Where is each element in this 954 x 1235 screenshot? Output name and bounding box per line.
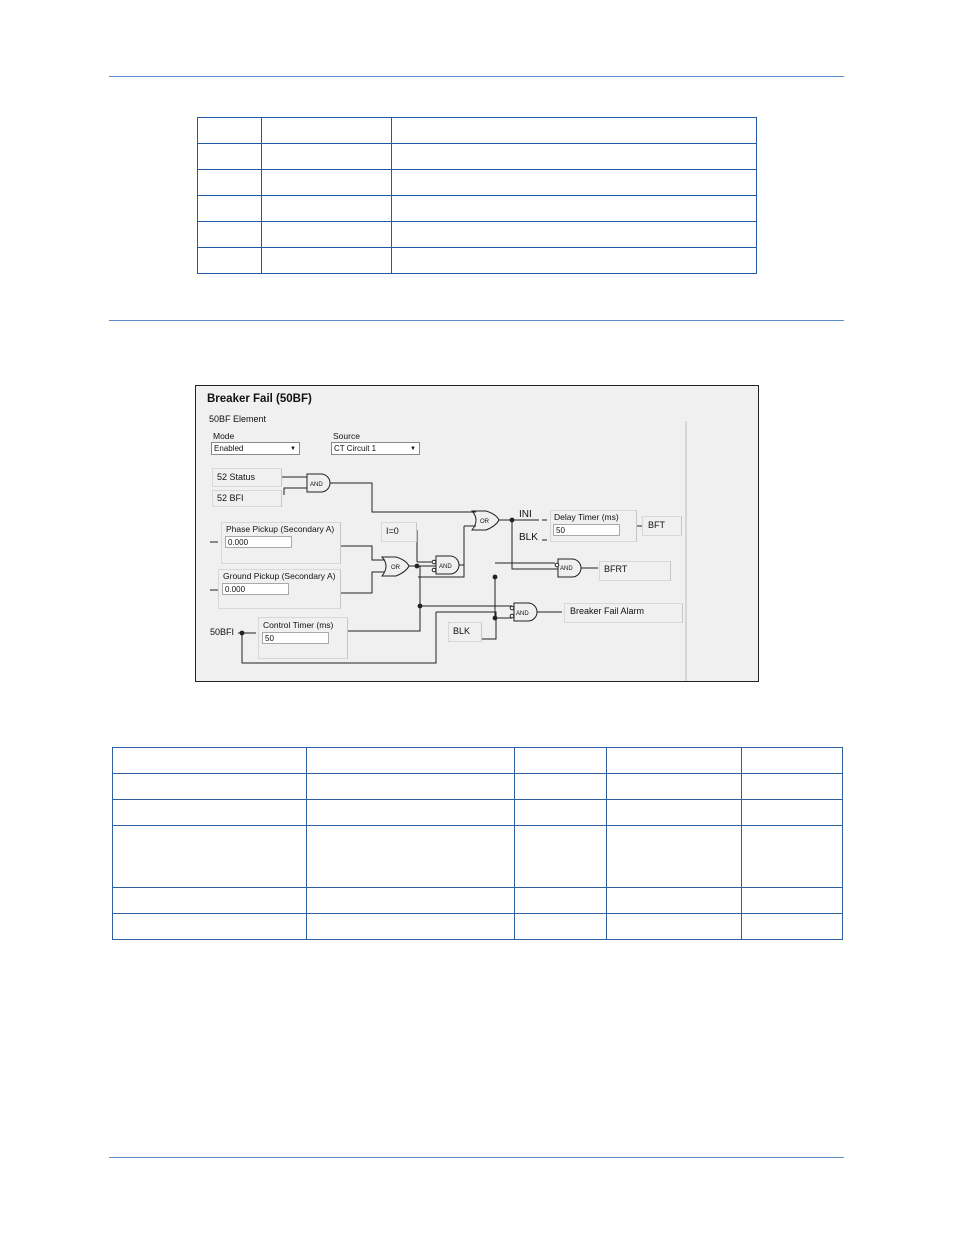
phase-pickup-label: Phase Pickup (Secondary A) bbox=[226, 524, 335, 534]
table-row bbox=[198, 144, 757, 170]
ini-label: INI bbox=[519, 509, 532, 520]
delay-timer-label: Delay Timer (ms) bbox=[554, 512, 619, 522]
table-row bbox=[113, 800, 843, 826]
chevron-down-icon: ▼ bbox=[410, 446, 416, 452]
mode-value: Enabled bbox=[214, 444, 244, 453]
bfi52-label: 52 BFI bbox=[217, 493, 244, 503]
chevron-down-icon: ▼ bbox=[290, 446, 296, 452]
bfi50-label: 50BFI bbox=[210, 627, 235, 637]
or-gate-1-label: OR bbox=[480, 519, 489, 525]
mode-select[interactable] bbox=[211, 442, 300, 455]
breaker-fail-screenshot bbox=[195, 385, 759, 682]
footer-rule bbox=[109, 1157, 844, 1158]
section-rule bbox=[109, 320, 844, 321]
blk-lower-label: BLK bbox=[453, 626, 471, 636]
control-timer-input[interactable]: 50 bbox=[262, 632, 329, 644]
header-rule bbox=[109, 76, 844, 77]
table-row bbox=[198, 196, 757, 222]
phase-pickup-input[interactable]: 0.000 bbox=[225, 536, 292, 548]
table-row bbox=[113, 774, 843, 800]
status52-label: 52 Status bbox=[217, 472, 256, 482]
and-gate-1-label: AND bbox=[310, 482, 323, 488]
source-label: Source bbox=[333, 431, 360, 441]
top-table bbox=[197, 117, 757, 274]
source-value: CT Circuit 1 bbox=[334, 444, 377, 453]
table-row bbox=[113, 826, 843, 888]
i-zero-label: I=0 bbox=[386, 526, 399, 536]
or-gate-2-label: OR bbox=[391, 565, 400, 571]
ground-pickup-label: Ground Pickup (Secondary A) bbox=[223, 571, 336, 581]
bottom-table bbox=[112, 747, 843, 940]
alarm-label: Breaker Fail Alarm bbox=[570, 606, 645, 616]
and-gate-bfrt-label: AND bbox=[560, 566, 573, 572]
table-row bbox=[198, 118, 757, 144]
table-row bbox=[113, 748, 843, 774]
table-row bbox=[198, 222, 757, 248]
control-timer-label: Control Timer (ms) bbox=[263, 620, 334, 630]
table-row bbox=[198, 170, 757, 196]
group-label: 50BF Element bbox=[209, 414, 267, 424]
source-select[interactable] bbox=[331, 442, 420, 455]
and-gate-alarm-label: AND bbox=[516, 611, 529, 617]
ground-pickup-input[interactable]: 0.000 bbox=[222, 583, 289, 595]
table-row bbox=[113, 914, 843, 940]
table-row bbox=[198, 248, 757, 274]
table-row bbox=[113, 888, 843, 914]
and-gate-2-label: AND bbox=[439, 564, 452, 570]
delay-timer-input[interactable]: 50 bbox=[553, 524, 620, 536]
bft-label: BFT bbox=[648, 520, 665, 530]
bfrt-label: BFRT bbox=[604, 564, 628, 574]
mode-label: Mode bbox=[213, 431, 235, 441]
blk-upper-label: BLK bbox=[519, 532, 538, 543]
screenshot-title: Breaker Fail (50BF) bbox=[207, 393, 312, 405]
